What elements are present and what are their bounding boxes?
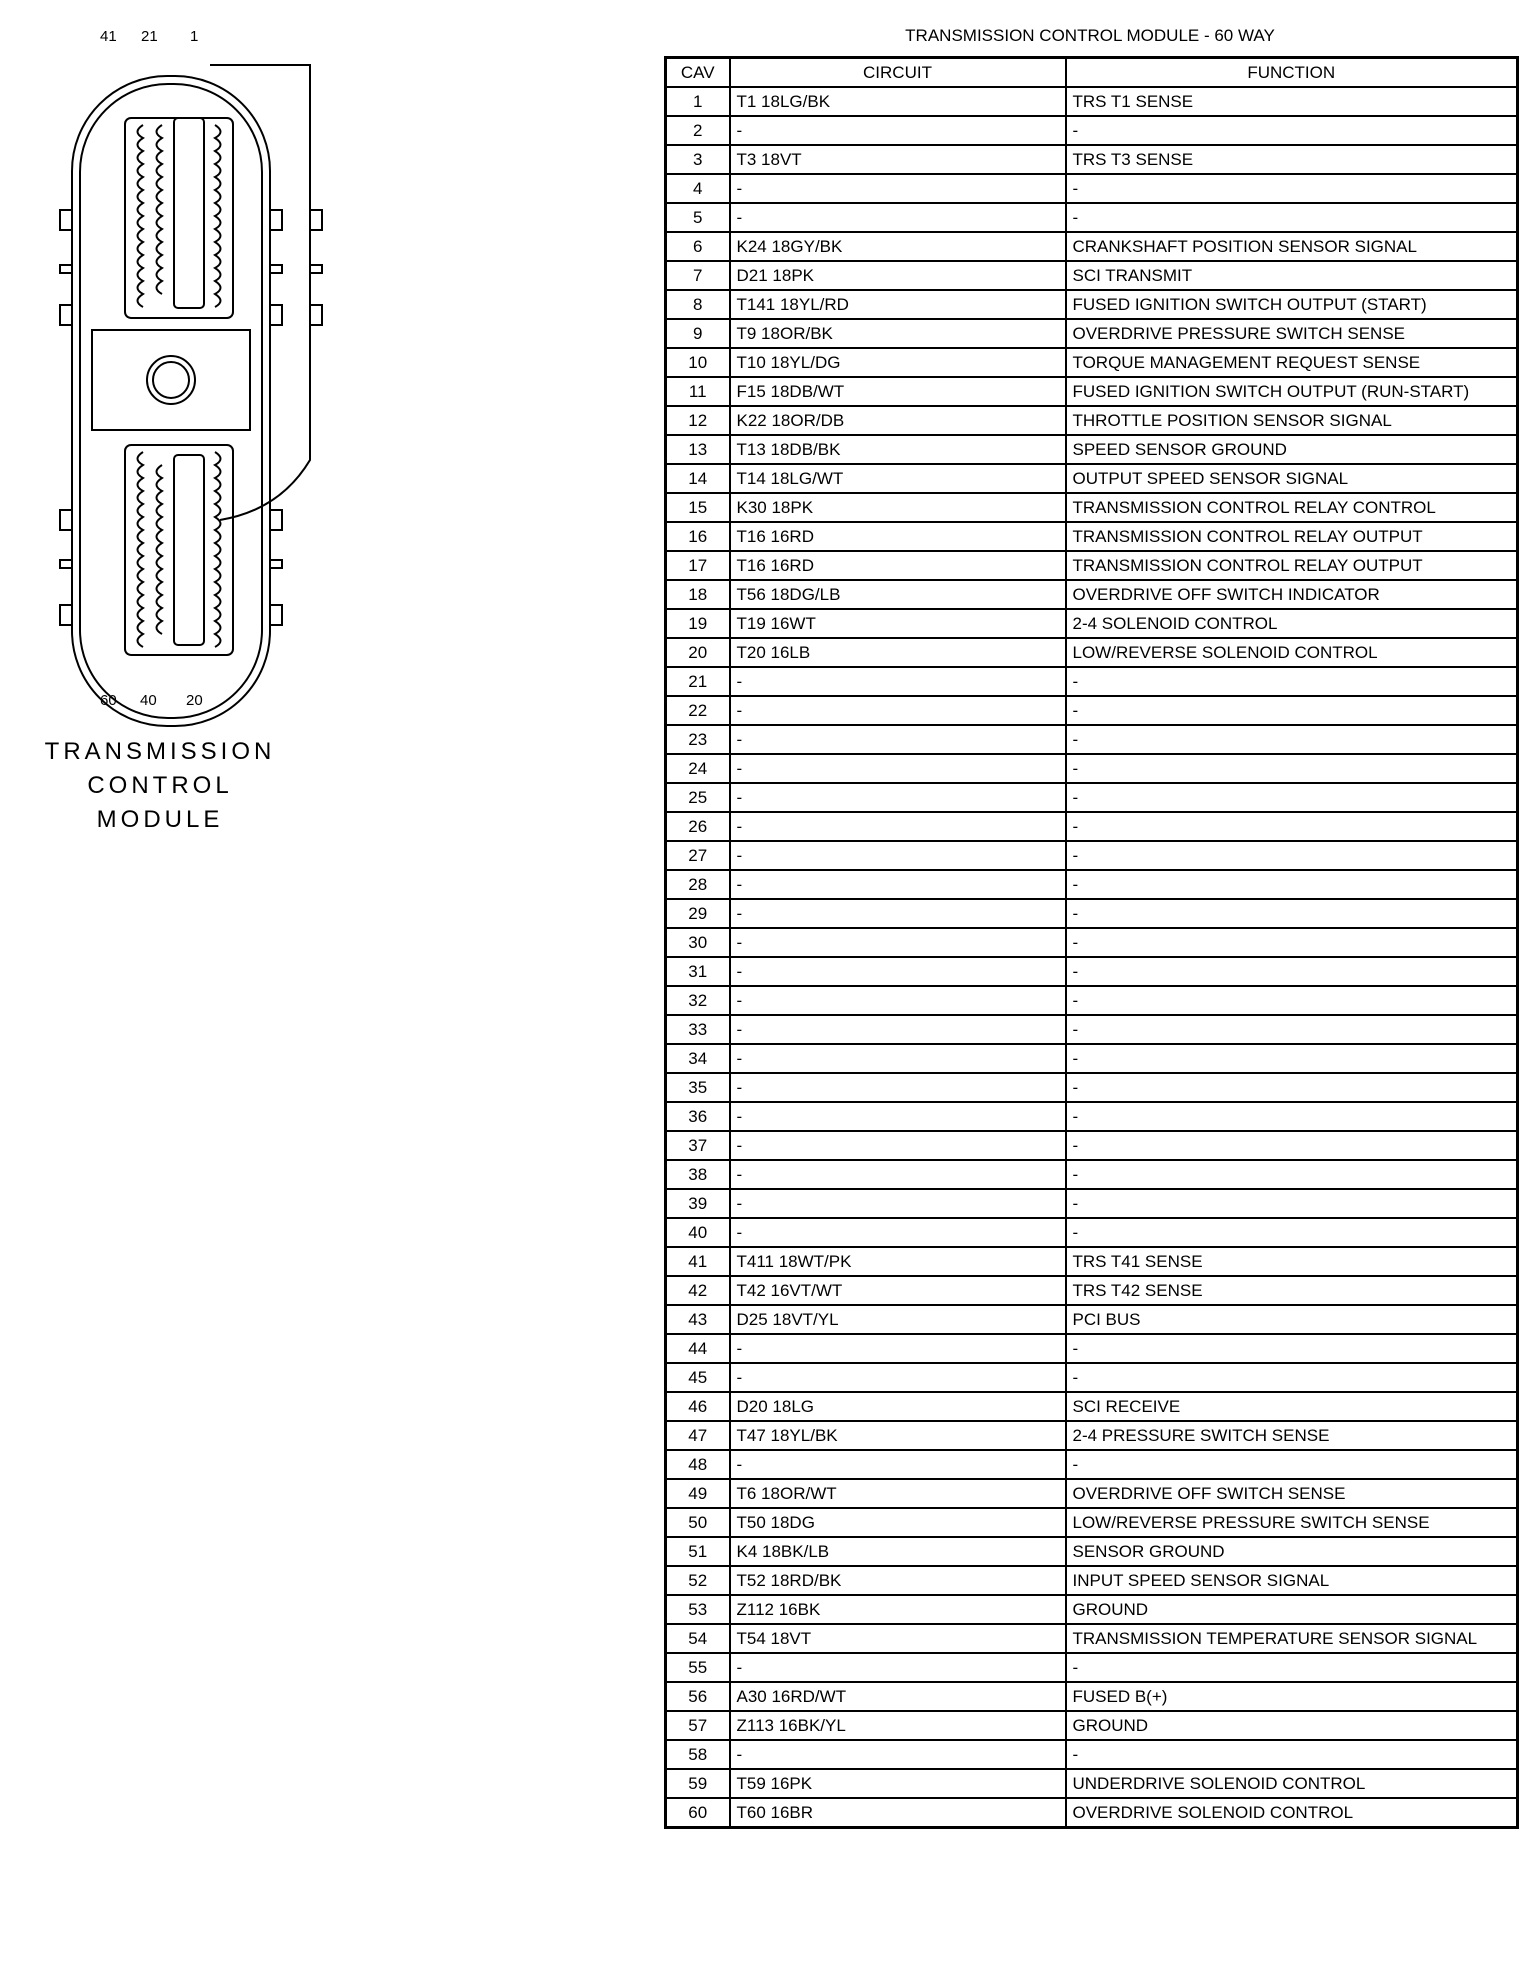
cell-cav: 27 xyxy=(666,841,730,870)
table-row xyxy=(666,145,1518,174)
cell-cav: 25 xyxy=(666,783,730,812)
cell-function: - xyxy=(1066,841,1518,870)
table-title: TRANSMISSION CONTROL MODULE - 60 WAY xyxy=(905,26,1275,45)
cell-cav: 21 xyxy=(666,667,730,696)
table-row xyxy=(666,1740,1518,1769)
cell-function: TRS T1 SENSE xyxy=(1066,87,1518,116)
cell-circuit: - xyxy=(730,899,1066,928)
cell-circuit: - xyxy=(730,1450,1066,1479)
cell-circuit: D25 18VT/YL xyxy=(730,1305,1066,1334)
cell-circuit: D20 18LG xyxy=(730,1392,1066,1421)
cell-function: OVERDRIVE OFF SWITCH SENSE xyxy=(1066,1479,1518,1508)
cell-cav: 19 xyxy=(666,609,730,638)
cell-function: PCI BUS xyxy=(1066,1305,1518,1334)
center-screw-outer xyxy=(147,356,195,404)
cell-circuit: - xyxy=(730,1160,1066,1189)
cell-circuit: - xyxy=(730,1131,1066,1160)
cell-circuit: T52 18RD/BK xyxy=(730,1566,1066,1595)
cell-function: OVERDRIVE PRESSURE SWITCH SENSE xyxy=(1066,319,1518,348)
table-row xyxy=(666,87,1518,116)
cell-cav: 40 xyxy=(666,1218,730,1247)
table-row xyxy=(666,1595,1518,1624)
cell-circuit: T1 18LG/BK xyxy=(730,87,1066,116)
cell-circuit: T16 16RD xyxy=(730,522,1066,551)
cell-function: - xyxy=(1066,725,1518,754)
cell-function: - xyxy=(1066,1653,1518,1682)
cell-cav: 8 xyxy=(666,290,730,319)
cell-cav: 10 xyxy=(666,348,730,377)
cell-cav: 55 xyxy=(666,1653,730,1682)
cell-cav: 34 xyxy=(666,1044,730,1073)
cell-circuit: - xyxy=(730,870,1066,899)
pin-label-21: 21 xyxy=(141,28,158,45)
cell-circuit: - xyxy=(730,116,1066,145)
cell-cav: 11 xyxy=(666,377,730,406)
cell-function: TRS T3 SENSE xyxy=(1066,145,1518,174)
table-row xyxy=(666,1160,1518,1189)
cell-circuit: - xyxy=(730,667,1066,696)
table-header-row xyxy=(666,58,1518,88)
cell-circuit: - xyxy=(730,1218,1066,1247)
cell-circuit: T50 18DG xyxy=(730,1508,1066,1537)
cell-cav: 1 xyxy=(666,87,730,116)
cell-function: TRS T41 SENSE xyxy=(1066,1247,1518,1276)
cell-circuit: T59 16PK xyxy=(730,1769,1066,1798)
cell-cav: 56 xyxy=(666,1682,730,1711)
cell-circuit: T60 16BR xyxy=(730,1798,1066,1828)
cell-circuit: - xyxy=(730,928,1066,957)
caption-line-1: TRANSMISSION xyxy=(44,738,276,765)
cell-function: - xyxy=(1066,1450,1518,1479)
cell-function: - xyxy=(1066,1189,1518,1218)
latch-tabs xyxy=(60,210,322,625)
cell-circuit: - xyxy=(730,174,1066,203)
cell-function: - xyxy=(1066,754,1518,783)
cell-function: TRANSMISSION CONTROL RELAY OUTPUT xyxy=(1066,522,1518,551)
cell-function: FUSED IGNITION SWITCH OUTPUT (START) xyxy=(1066,290,1518,319)
connector-body-inner xyxy=(80,84,262,718)
cell-cav: 9 xyxy=(666,319,730,348)
table-row xyxy=(666,609,1518,638)
cell-circuit: F15 18DB/WT xyxy=(730,377,1066,406)
cell-cav: 14 xyxy=(666,464,730,493)
header-function: FUNCTION xyxy=(1066,58,1518,88)
header-circuit: CIRCUIT xyxy=(730,58,1066,88)
table-row xyxy=(666,1421,1518,1450)
cell-cav: 17 xyxy=(666,551,730,580)
cell-cav: 45 xyxy=(666,1363,730,1392)
pinout-table xyxy=(664,56,1519,1829)
cell-function: TRANSMISSION CONTROL RELAY OUTPUT xyxy=(1066,551,1518,580)
cell-circuit: T6 18OR/WT xyxy=(730,1479,1066,1508)
cell-function: - xyxy=(1066,957,1518,986)
cell-cav: 30 xyxy=(666,928,730,957)
cell-function: OUTPUT SPEED SENSOR SIGNAL xyxy=(1066,464,1518,493)
pin-label-40: 40 xyxy=(140,692,157,709)
cell-circuit: - xyxy=(730,841,1066,870)
cell-circuit: - xyxy=(730,1073,1066,1102)
cell-function: - xyxy=(1066,116,1518,145)
cell-cav: 22 xyxy=(666,696,730,725)
cell-circuit: T42 16VT/WT xyxy=(730,1276,1066,1305)
cell-function: - xyxy=(1066,1044,1518,1073)
cell-circuit: T54 18VT xyxy=(730,1624,1066,1653)
cell-cav: 33 xyxy=(666,1015,730,1044)
cell-cav: 52 xyxy=(666,1566,730,1595)
center-key-block xyxy=(92,330,250,430)
table-row xyxy=(666,1276,1518,1305)
cell-function: - xyxy=(1066,1363,1518,1392)
table-row xyxy=(666,319,1518,348)
cell-function: GROUND xyxy=(1066,1711,1518,1740)
cell-function: SCI RECEIVE xyxy=(1066,1392,1518,1421)
cell-circuit: K24 18GY/BK xyxy=(730,232,1066,261)
cell-circuit: - xyxy=(730,203,1066,232)
table-row xyxy=(666,841,1518,870)
cell-cav: 15 xyxy=(666,493,730,522)
table-row xyxy=(666,1218,1518,1247)
cell-function: FUSED B(+) xyxy=(1066,1682,1518,1711)
cell-function: - xyxy=(1066,986,1518,1015)
cell-function: - xyxy=(1066,667,1518,696)
cell-cav: 58 xyxy=(666,1740,730,1769)
lower-pin-row-left xyxy=(138,452,144,647)
table-row xyxy=(666,1392,1518,1421)
cell-circuit: K22 18OR/DB xyxy=(730,406,1066,435)
cell-cav: 49 xyxy=(666,1479,730,1508)
cell-circuit: T9 18OR/BK xyxy=(730,319,1066,348)
cell-circuit: T3 18VT xyxy=(730,145,1066,174)
cell-circuit: K4 18BK/LB xyxy=(730,1537,1066,1566)
table-row xyxy=(666,1566,1518,1595)
cell-cav: 4 xyxy=(666,174,730,203)
cell-circuit: Z113 16BK/YL xyxy=(730,1711,1066,1740)
cell-circuit: K30 18PK xyxy=(730,493,1066,522)
connector-body xyxy=(72,76,270,726)
table-row xyxy=(666,1189,1518,1218)
cell-function: - xyxy=(1066,928,1518,957)
cell-cav: 3 xyxy=(666,145,730,174)
lower-pin-row-right xyxy=(215,452,221,647)
table-row xyxy=(666,1537,1518,1566)
cell-cav: 59 xyxy=(666,1769,730,1798)
connector-bracket xyxy=(210,65,310,520)
cell-circuit: Z112 16BK xyxy=(730,1595,1066,1624)
cell-cav: 18 xyxy=(666,580,730,609)
cell-function: TRANSMISSION CONTROL RELAY CONTROL xyxy=(1066,493,1518,522)
pin-label-41: 41 xyxy=(100,28,117,45)
table-body xyxy=(666,87,1518,1828)
table-row xyxy=(666,870,1518,899)
cell-cav: 35 xyxy=(666,1073,730,1102)
upper-center-rib xyxy=(174,118,204,308)
cell-circuit: T10 18YL/DG xyxy=(730,348,1066,377)
table-row xyxy=(666,1305,1518,1334)
cell-function: UNDERDRIVE SOLENOID CONTROL xyxy=(1066,1769,1518,1798)
table-row xyxy=(666,696,1518,725)
cell-cav: 32 xyxy=(666,986,730,1015)
cell-cav: 57 xyxy=(666,1711,730,1740)
cell-cav: 26 xyxy=(666,812,730,841)
cell-function: TRS T42 SENSE xyxy=(1066,1276,1518,1305)
cell-cav: 36 xyxy=(666,1102,730,1131)
table-row xyxy=(666,899,1518,928)
cell-cav: 46 xyxy=(666,1392,730,1421)
cell-function: THROTTLE POSITION SENSOR SIGNAL xyxy=(1066,406,1518,435)
cell-circuit: - xyxy=(730,1189,1066,1218)
table-row xyxy=(666,464,1518,493)
cell-cav: 42 xyxy=(666,1276,730,1305)
table-row xyxy=(666,1450,1518,1479)
cell-circuit: - xyxy=(730,783,1066,812)
cell-circuit: - xyxy=(730,696,1066,725)
table-row xyxy=(666,522,1518,551)
cell-cav: 48 xyxy=(666,1450,730,1479)
cell-circuit: T141 18YL/RD xyxy=(730,290,1066,319)
caption-line-2: CONTROL xyxy=(87,772,233,799)
cell-cav: 53 xyxy=(666,1595,730,1624)
upper-pin-row-right xyxy=(215,125,221,307)
lower-center-rib xyxy=(174,455,204,645)
cell-circuit: - xyxy=(730,957,1066,986)
cell-circuit: - xyxy=(730,1363,1066,1392)
cell-circuit: T13 18DB/BK xyxy=(730,435,1066,464)
table-row xyxy=(666,551,1518,580)
cell-cav: 44 xyxy=(666,1334,730,1363)
cell-function: CRANKSHAFT POSITION SENSOR SIGNAL xyxy=(1066,232,1518,261)
pin-label-60: 60 xyxy=(100,692,117,709)
cell-function: - xyxy=(1066,1218,1518,1247)
cell-cav: 41 xyxy=(666,1247,730,1276)
table-row xyxy=(666,580,1518,609)
cell-cav: 50 xyxy=(666,1508,730,1537)
caption-line-3: MODULE xyxy=(96,806,224,833)
table-row xyxy=(666,1334,1518,1363)
cell-function: LOW/REVERSE SOLENOID CONTROL xyxy=(1066,638,1518,667)
cell-cav: 37 xyxy=(666,1131,730,1160)
table-row xyxy=(666,986,1518,1015)
cell-cav: 38 xyxy=(666,1160,730,1189)
cell-circuit: - xyxy=(730,1044,1066,1073)
table-row xyxy=(666,232,1518,261)
table-row xyxy=(666,928,1518,957)
cell-function: - xyxy=(1066,1334,1518,1363)
cell-circuit: - xyxy=(730,725,1066,754)
cell-function: - xyxy=(1066,1160,1518,1189)
cell-function: 2-4 SOLENOID CONTROL xyxy=(1066,609,1518,638)
cell-function: LOW/REVERSE PRESSURE SWITCH SENSE xyxy=(1066,1508,1518,1537)
cell-cav: 51 xyxy=(666,1537,730,1566)
cell-cav: 2 xyxy=(666,116,730,145)
cell-circuit: A30 16RD/WT xyxy=(730,1682,1066,1711)
cell-circuit: - xyxy=(730,1102,1066,1131)
table-row xyxy=(666,957,1518,986)
cell-cav: 47 xyxy=(666,1421,730,1450)
header-cav: CAV xyxy=(666,58,730,88)
upper-pin-row-left xyxy=(138,125,144,307)
table-row xyxy=(666,1073,1518,1102)
table-row xyxy=(666,1769,1518,1798)
cell-function: - xyxy=(1066,870,1518,899)
cell-function: SENSOR GROUND xyxy=(1066,1537,1518,1566)
cell-cav: 20 xyxy=(666,638,730,667)
cell-circuit: T56 18DG/LB xyxy=(730,580,1066,609)
cell-cav: 12 xyxy=(666,406,730,435)
cell-function: - xyxy=(1066,1131,1518,1160)
cell-cav: 39 xyxy=(666,1189,730,1218)
cell-circuit: - xyxy=(730,1740,1066,1769)
table-row xyxy=(666,1015,1518,1044)
cell-function: - xyxy=(1066,174,1518,203)
cell-cav: 13 xyxy=(666,435,730,464)
cell-cav: 43 xyxy=(666,1305,730,1334)
cell-function: OVERDRIVE OFF SWITCH INDICATOR xyxy=(1066,580,1518,609)
cell-cav: 31 xyxy=(666,957,730,986)
table-row xyxy=(666,290,1518,319)
table-row xyxy=(666,1479,1518,1508)
table-row xyxy=(666,377,1518,406)
cell-circuit: T16 16RD xyxy=(730,551,1066,580)
cell-circuit: - xyxy=(730,986,1066,1015)
cell-circuit: - xyxy=(730,1015,1066,1044)
cell-circuit: T20 16LB xyxy=(730,638,1066,667)
cell-function: - xyxy=(1066,1102,1518,1131)
cell-function: - xyxy=(1066,1015,1518,1044)
cell-function: - xyxy=(1066,203,1518,232)
table-row xyxy=(666,754,1518,783)
cell-circuit: D21 18PK xyxy=(730,261,1066,290)
table-row xyxy=(666,406,1518,435)
cell-function: 2-4 PRESSURE SWITCH SENSE xyxy=(1066,1421,1518,1450)
cell-cav: 29 xyxy=(666,899,730,928)
table-row xyxy=(666,725,1518,754)
cell-function: FUSED IGNITION SWITCH OUTPUT (RUN-START) xyxy=(1066,377,1518,406)
table-row xyxy=(666,1247,1518,1276)
table-row xyxy=(666,174,1518,203)
cell-cav: 54 xyxy=(666,1624,730,1653)
center-screw-inner xyxy=(153,362,189,398)
cell-circuit: - xyxy=(730,1653,1066,1682)
lower-pin-row-mid xyxy=(157,465,163,634)
table-row xyxy=(666,1798,1518,1828)
pin-label-20: 20 xyxy=(186,692,203,709)
cell-function: INPUT SPEED SENSOR SIGNAL xyxy=(1066,1566,1518,1595)
cell-circuit: - xyxy=(730,812,1066,841)
cell-cav: 6 xyxy=(666,232,730,261)
cell-function: - xyxy=(1066,783,1518,812)
cell-cav: 7 xyxy=(666,261,730,290)
table-row xyxy=(666,261,1518,290)
connector-diagram xyxy=(40,20,340,840)
table-row xyxy=(666,638,1518,667)
cell-function: OVERDRIVE SOLENOID CONTROL xyxy=(1066,1798,1518,1828)
cell-circuit: T47 18YL/BK xyxy=(730,1421,1066,1450)
table-row xyxy=(666,1363,1518,1392)
cell-cav: 5 xyxy=(666,203,730,232)
cell-cav: 24 xyxy=(666,754,730,783)
table-row xyxy=(666,667,1518,696)
cell-cav: 60 xyxy=(666,1798,730,1828)
table-row xyxy=(666,1682,1518,1711)
cell-circuit: T411 18WT/PK xyxy=(730,1247,1066,1276)
table-row xyxy=(666,435,1518,464)
table-row xyxy=(666,783,1518,812)
table-row xyxy=(666,1131,1518,1160)
cell-circuit: - xyxy=(730,1334,1066,1363)
cell-circuit: - xyxy=(730,754,1066,783)
cell-cav: 23 xyxy=(666,725,730,754)
cell-function: - xyxy=(1066,812,1518,841)
table-row xyxy=(666,203,1518,232)
table-row xyxy=(666,1508,1518,1537)
cell-function: GROUND xyxy=(1066,1595,1518,1624)
table-row xyxy=(666,116,1518,145)
cell-function: TORQUE MANAGEMENT REQUEST SENSE xyxy=(1066,348,1518,377)
cell-function: - xyxy=(1066,696,1518,725)
table-row xyxy=(666,1653,1518,1682)
table-row xyxy=(666,493,1518,522)
cell-function: TRANSMISSION TEMPERATURE SENSOR SIGNAL xyxy=(1066,1624,1518,1653)
cell-cav: 28 xyxy=(666,870,730,899)
cell-function: SPEED SENSOR GROUND xyxy=(1066,435,1518,464)
cell-function: SCI TRANSMIT xyxy=(1066,261,1518,290)
connector-drawing xyxy=(40,20,340,840)
pin-label-1: 1 xyxy=(190,28,199,45)
table-row xyxy=(666,1711,1518,1740)
table-row xyxy=(666,812,1518,841)
cell-circuit: T19 16WT xyxy=(730,609,1066,638)
table-row xyxy=(666,1044,1518,1073)
table-row xyxy=(666,348,1518,377)
cell-function: - xyxy=(1066,1740,1518,1769)
cell-function: - xyxy=(1066,1073,1518,1102)
cell-circuit: T14 18LG/WT xyxy=(730,464,1066,493)
table-row xyxy=(666,1624,1518,1653)
upper-pin-row-mid xyxy=(157,125,163,294)
cell-function: - xyxy=(1066,899,1518,928)
table-row xyxy=(666,1102,1518,1131)
cell-cav: 16 xyxy=(666,522,730,551)
